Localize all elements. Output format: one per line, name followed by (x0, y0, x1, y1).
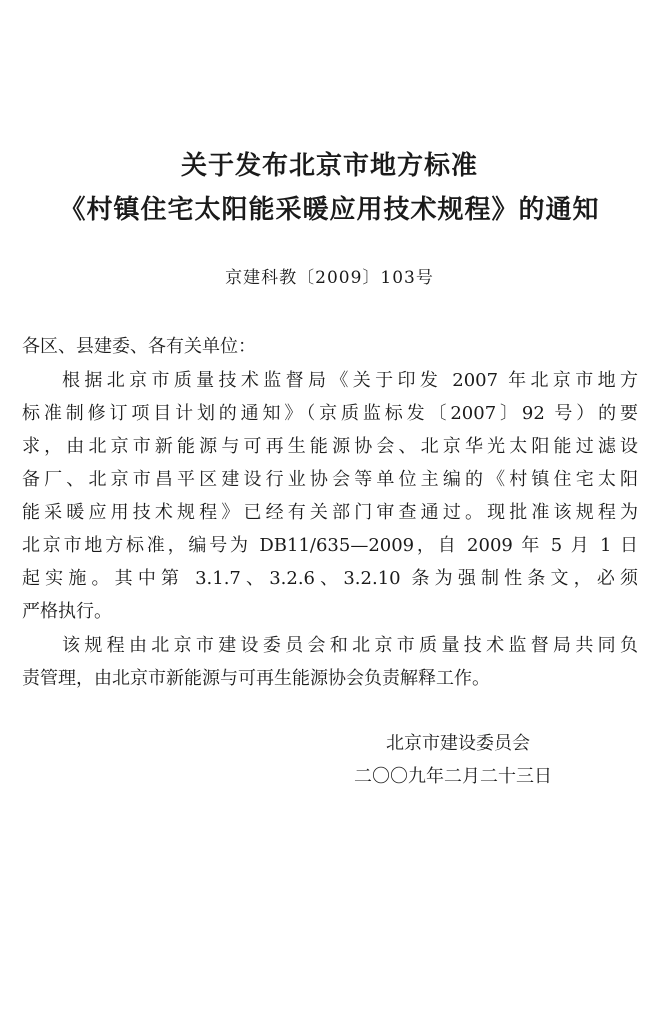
signature-organization: 北京市建设委员会 (386, 733, 530, 754)
notice-title-line-2: 《村镇住宅太阳能采暖应用技术规程》的通知 (59, 195, 600, 225)
paragraph-2-line: 该规程由北京市建设委员会和北京市质量技术监督局共同负 (62, 635, 638, 656)
document-number: 京建科教〔2009〕103号 (225, 268, 434, 288)
paragraph-1-line: 标准制修订项目计划的通知》（京质监标发〔2007〕92 号）的要 (22, 403, 638, 424)
signature-date: 二〇〇九年二月二十三日 (354, 766, 552, 787)
paragraph-1-line: 起实施。其中第 3.1.7、3.2.6、3.2.10 条为强制性条文，必须 (22, 568, 638, 589)
paragraph-1-line: 根据北京市质量技术监督局《关于印发 2007 年北京市地方 (62, 370, 638, 391)
paragraph-1-line: 备厂、北京市昌平区建设行业协会等单位主编的《村镇住宅太阳 (22, 469, 638, 490)
paragraph-2-line: 责管理，由北京市新能源与可再生能源协会负责解释工作。 (22, 668, 490, 689)
salutation: 各区、县建委、各有关单位： (22, 336, 256, 357)
paragraph-1-line: 严格执行。 (22, 601, 112, 622)
paragraph-1-line: 求，由北京市新能源与可再生能源协会、北京华光太阳能过滤设 (22, 436, 638, 457)
notice-title-line-1: 关于发布北京市地方标准 (180, 151, 478, 181)
paragraph-1-line: 北京市地方标准，编号为 DB11/635—2009，自 2009 年 5 月 1 日 (22, 535, 638, 556)
paragraph-1-line: 能采暖应用技术规程》已经有关部门审查通过。现批准该规程为 (22, 502, 638, 523)
